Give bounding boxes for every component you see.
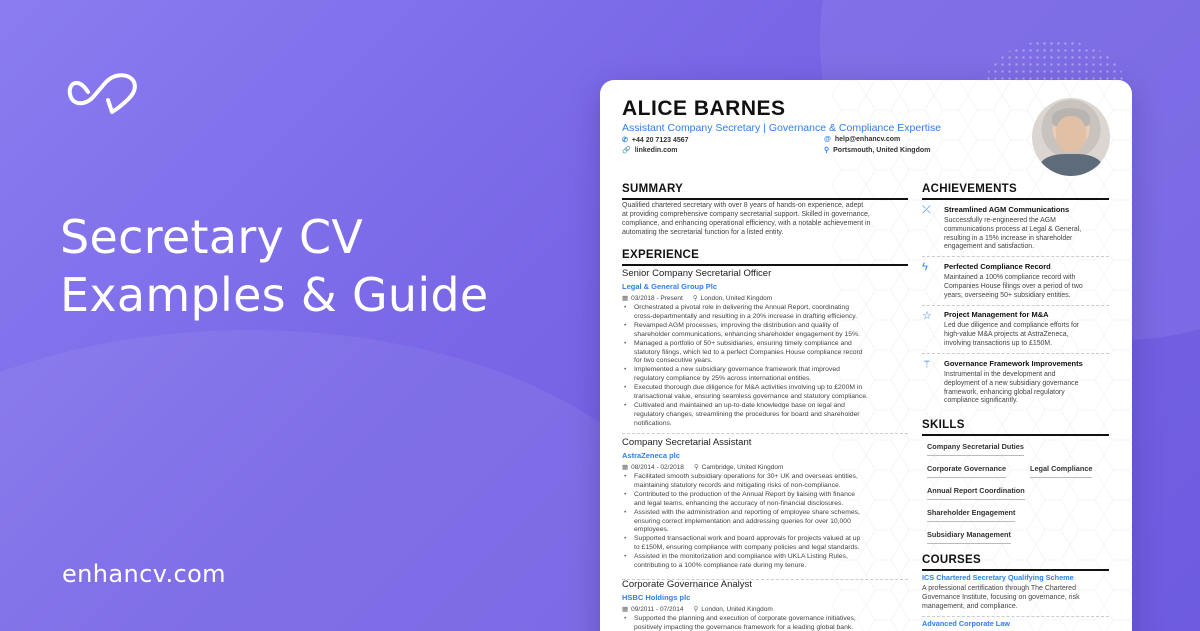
list-item: • Implemented a new subsidiary governance framework that improved regulatory compliance by 25% across international entities.: [622, 366, 912, 384]
list-item: • Revamped AGM processes, improving the distribution and quality of shareholder communications, enhancing shareholder engagement by 15%.: [622, 322, 912, 340]
list-item: • Contributed to the production of the Annual Report by liaising with finance and legal teams, enhancing the accuracy of non-financial disclosures.: [622, 491, 912, 509]
job-meta: ▦ 03/2018 - Present ⚲ London, United Kingdom: [622, 295, 773, 302]
star-icon: ☆: [922, 310, 932, 322]
calendar-icon: ▦: [622, 464, 629, 471]
hero-title-line2: Examples & Guide: [60, 268, 489, 322]
achievement-description: Maintained a 100% compliance record with Companies House filings over a period of two years, overseeing 50+ subsidiary entities.: [944, 274, 1083, 299]
lightning-icon: ϟ: [922, 261, 928, 273]
achievement-divider: [922, 353, 1109, 354]
list-item: • Assisted in the monitorization and compliance with UKLA Listing Rules, contributing to a 100% compliance rate during my tenure.: [622, 553, 912, 571]
magic-wand-icon: ⚚: [922, 359, 932, 371]
phone-text: +44 20 7123 4567: [631, 136, 689, 144]
achievements-heading: ACHIEVEMENTS: [922, 183, 1017, 195]
summary-divider: [622, 198, 908, 200]
courses-divider: [922, 569, 1109, 571]
course-title[interactable]: Advanced Corporate Law: [922, 619, 1010, 628]
list-item: • Executed thorough due diligence for M&A activities involving up to £200M in transactional value, ensuring seamless governance and statutory compliance.: [622, 384, 912, 402]
at-icon: @: [824, 136, 831, 143]
job-company: HSBC Holdings plc: [622, 593, 691, 602]
skills-divider: [922, 434, 1109, 436]
avatar: [1032, 98, 1110, 176]
email-text[interactable]: help@enhancv.com: [834, 136, 901, 143]
skill-tag: Shareholder Engagement: [927, 508, 1015, 522]
achievement-divider: [922, 305, 1109, 306]
job-company: AstraZeneca plc: [622, 451, 680, 460]
job-meta: ▦ 09/2011 - 07/2014 ⚲ London, United Kingdom: [622, 606, 773, 613]
job-bullets: [622, 304, 912, 429]
job-title: Senior Company Secretarial Officer: [622, 268, 772, 279]
location-pin-icon: ⚲: [692, 295, 698, 302]
achievement-title: Streamlined AGM Communications: [944, 205, 1070, 214]
achievement-description: Led due diligence and compliance efforts for high-value M&A projects at AstraZeneca, involving transactions up to £150M.: [944, 322, 1080, 347]
list-item: • Assisted with the administration and reporting of employee share schemes, ensuring correct implementation and addressing queries for over 10,000 employees.: [622, 509, 912, 536]
achievement-title: Project Management for M&A: [944, 310, 1049, 319]
achievement-item: [922, 309, 1112, 353]
linkedin-text[interactable]: linkedin.com: [634, 146, 678, 154]
experience-divider: [622, 264, 908, 266]
list-item: • Facilitated smooth subsidiary operations for 30+ UK and overseas entities, maintaining statutory records and mitigating risks of non-compliance.: [622, 473, 912, 491]
list-item: • Cultivated and maintained an up-to-date knowledge base on legal and regulatory changes, streamlining the procedures for board and shareholder notifications.: [622, 402, 912, 429]
calendar-icon: ▦: [622, 606, 629, 613]
location-pin-icon: ⚲: [693, 464, 699, 471]
hero-title-line1: Secretary CV: [60, 210, 364, 264]
job-meta: ▦ 08/2014 - 02/2018 ⚲ Cambridge, United Kingdom: [622, 464, 784, 471]
cv-title: Assistant Company Secretary | Governance & Compliance Expertise: [622, 122, 942, 134]
skills-heading: SKILLS: [922, 419, 965, 431]
summary-heading: SUMMARY: [622, 183, 684, 195]
achievement-description: Instrumental in the development and deployment of a new subsidiary governance framework, enhancing global regulatory compliance significantly.: [944, 371, 1079, 405]
skill-tag: Subsidiary Management: [927, 530, 1011, 544]
experience-heading: EXPERIENCE: [622, 249, 700, 261]
achievement-item: [922, 261, 1112, 305]
phone-icon: ✆: [622, 137, 628, 144]
location-text: Portsmouth, United Kingdom: [833, 146, 931, 154]
calendar-icon: ▦: [622, 295, 629, 302]
achievement-item: [922, 204, 1112, 256]
wand-icon: ⤫: [922, 204, 931, 216]
skill-tag: Legal Compliance: [1030, 464, 1092, 478]
list-item: • Supported the planning and execution of corporate governance initiatives, positively impacting the governance framework for a leading global bank.: [622, 615, 912, 631]
skill-tag: Corporate Governance: [927, 464, 1006, 478]
achievement-description: Successfully re-engineered the AGM communications process at Legal & General, resulting in a 15% increase in shareholder engagement and satisfaction.: [944, 217, 1082, 251]
list-item: • Managed a portfolio of 50+ subsidiaries, ensuring timely compliance and statutory filings, which led to a perfect Companies House compliance record for two consecutive years.: [622, 340, 912, 367]
summary-text: Qualified chartered secretary with over 8 years of hands-on experience, adept at providing comprehensive company secretarial support. Skilled in governance, compliance, and enhancing operational efficiency, with a notable achievement in automating the secretarial function for a listed entity.: [622, 202, 871, 236]
enhancv-logo[interactable]: [66, 70, 146, 114]
link-icon: 🔗: [622, 147, 631, 154]
hero-title: [60, 208, 489, 324]
contact-email[interactable]: [824, 136, 900, 143]
course-divider: [922, 616, 1109, 617]
brand-url[interactable]: enhancv.com: [62, 560, 226, 588]
cv-preview-card: [600, 80, 1132, 631]
job-title: Corporate Governance Analyst: [622, 579, 752, 590]
skill-tag: Annual Report Coordination: [927, 486, 1025, 500]
job-bullets: [622, 615, 912, 631]
location-pin-icon: ⚲: [693, 606, 699, 613]
skill-tag: Company Secretarial Duties: [927, 442, 1024, 456]
course-description: A professional certification through The Chartered Governance Institute, focusing on governance, risk management, and compliance.: [922, 585, 1080, 610]
achievement-divider: [922, 256, 1109, 257]
list-item: • Orchestrated a pivotal role in delivering the Annual Report, coordinating cross-departmentally and resulting in a 20% increase in drafting efficiency.: [622, 304, 912, 322]
contact-phone: [622, 136, 689, 144]
achievement-title: Perfected Compliance Record: [944, 262, 1051, 271]
achievement-title: Governance Framework Improvements: [944, 359, 1083, 368]
courses-heading: COURSES: [922, 554, 981, 566]
contact-linkedin[interactable]: [622, 146, 678, 154]
cv-name: ALICE BARNES: [622, 97, 786, 120]
job-bullets: [622, 473, 912, 571]
list-item: • Supported transactional work and board approvals for projects valued at up to £150M, ensuring compliance with company policies and legal standards.: [622, 535, 912, 553]
job-company: Legal & General Group Plc: [622, 282, 718, 291]
achievements-divider: [922, 198, 1109, 200]
achievement-item: [922, 358, 1112, 410]
job-divider: [622, 433, 908, 434]
contact-location: [824, 146, 930, 154]
job-title: Company Secretarial Assistant: [622, 437, 752, 448]
location-pin-icon: ⚲: [824, 147, 830, 154]
course-title[interactable]: ICS Chartered Secretary Qualifying Scheme: [922, 573, 1074, 582]
